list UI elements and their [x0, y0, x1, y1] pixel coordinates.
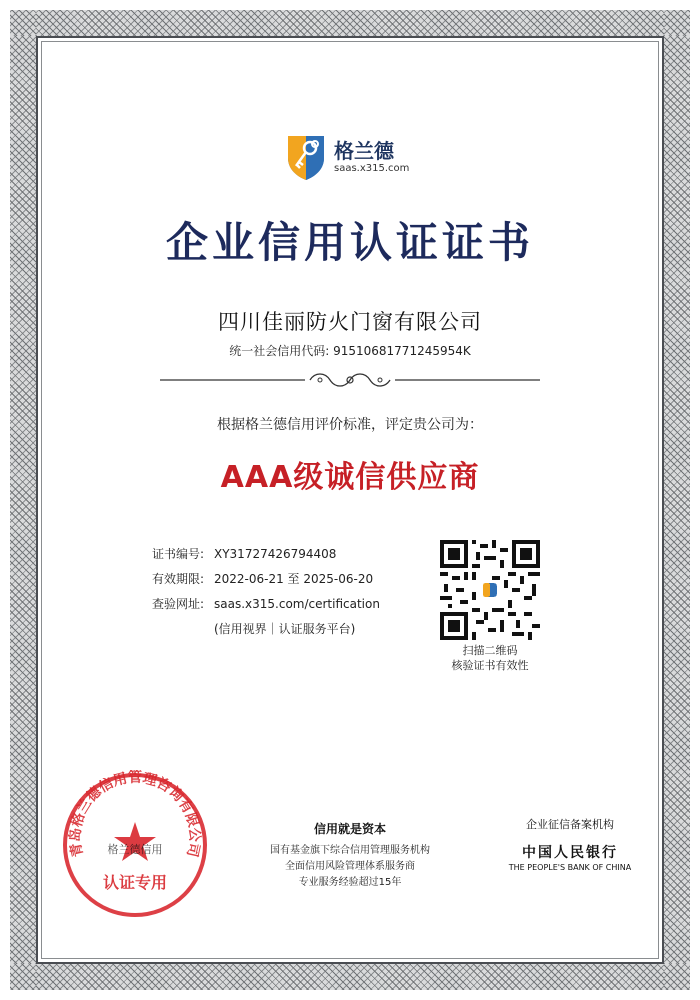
verify-row: [152, 592, 380, 617]
certificate-info: [152, 542, 380, 642]
brand-logo: [284, 132, 409, 182]
qr-code[interactable]: [440, 540, 540, 640]
seal-bottom-text: 认证专用: [102, 873, 168, 892]
cert-number-row: [152, 542, 380, 567]
cert-number-label: 证书编号:: [152, 547, 205, 561]
cert-number: XY31727426794408: [214, 547, 337, 561]
brand-site: saas.x315.com: [334, 163, 410, 174]
validity-period: 2022-06-21 至 2025-06-20: [214, 572, 374, 586]
slogan-line-2: 全面信用风险管理体系服务商: [285, 861, 415, 872]
verify-url: saas.x315.com/certification: [214, 597, 380, 611]
agency-label: 企业征信备案机构: [526, 818, 614, 831]
qr-caption-scan: 扫描二维码: [462, 644, 518, 657]
seal-stamp-icon: [60, 770, 210, 920]
platform-note: (信用视界｜认证服务平台): [214, 622, 356, 636]
seal-ring-text: 青岛格兰德信用管理咨询有限公司: [67, 770, 203, 859]
agency-bank-name: 中国人民银行: [522, 845, 618, 861]
slogan: 信用就是资本: [313, 822, 386, 836]
company-name: 四川佳丽防火门窗有限公司: [218, 310, 482, 334]
agency-bank-english: THE PEOPLE'S BANK OF CHINA: [508, 863, 632, 872]
rating-title: AAA级诚信供应商: [220, 460, 480, 495]
credit-code: 统一社会信用代码: 91510681771245954K: [229, 344, 471, 358]
verify-label: 查验网址:: [152, 597, 205, 611]
shield-key-icon: [284, 132, 328, 182]
certificate-title: 企业信用认证证书: [165, 218, 534, 267]
official-seal: [60, 770, 210, 920]
slogan-line-3: 专业服务经验超过15年: [298, 877, 402, 888]
validity-row: [152, 567, 380, 592]
ornament-divider: [160, 368, 540, 392]
slogan-line-1: 国有基金旗下综合信用管理服务机构: [270, 845, 430, 856]
filing-agency: [500, 816, 640, 872]
qr-caption: [420, 643, 560, 673]
validity-label: 有效期限:: [152, 572, 205, 586]
qr-caption-verify: 核验证书有效性: [451, 659, 529, 672]
evaluation-intro: 根据格兰德信用评价标准，评定贵公司为：: [217, 417, 483, 433]
brand-name: 格兰德: [334, 139, 394, 163]
seal-center-text: 格兰德信用: [107, 843, 163, 856]
